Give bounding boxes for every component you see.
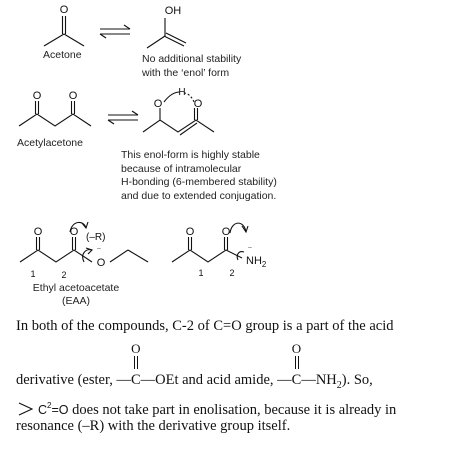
acetoacetamide-structure [172, 223, 267, 278]
line1-oxygen: O [231, 318, 242, 334]
line1-text-a: In both of the compounds, C-2 of [16, 318, 214, 334]
eaa-resonance-effect: (–R) [86, 232, 106, 243]
line3-double-bond-oxygen: =O [51, 402, 69, 417]
acetone-label: Acetone [43, 49, 82, 61]
enol-oxygen-left: O [153, 98, 163, 110]
acetylacetone-structure [19, 90, 91, 126]
line2-text-d: ). So, [341, 372, 373, 388]
acetylacetone-label: Acetylacetone [17, 137, 83, 149]
eaa-ester-oxygen: O [96, 257, 106, 269]
acetone-enol-note-line-2: with the ‘enol’ form [142, 66, 230, 79]
acac-enol-note-line-3: H-bonding (6-membered stability) [121, 176, 277, 188]
paragraph-line-1 [16, 318, 393, 335]
line2-text-b: —OEt and acid amide, — [140, 372, 292, 388]
line3-superscript: 2 [47, 401, 52, 410]
amide-oxygen-1: O [185, 226, 195, 238]
paragraph-line-4: resonance (–R) with the derivative group itself. [16, 418, 291, 434]
eaa-oxygen-2: O [69, 226, 79, 238]
enol-hydrogen: H [178, 87, 186, 98]
eaa-label-line-1: Ethyl acetoacetate [32, 282, 120, 294]
amide-carbonyl [291, 341, 302, 389]
ester-bond-a [134, 356, 135, 369]
eaa-lone-pair: ¨ [97, 247, 101, 258]
enol-oxygen-right: O [193, 98, 203, 110]
ester-carbon: C [130, 372, 141, 388]
acetone-enol-note [142, 53, 241, 80]
acac-oxygen-right: O [68, 90, 78, 102]
line1-double-bond: = [223, 318, 232, 334]
acac-enol-note [121, 149, 277, 203]
equilibrium-arrow-2 [108, 111, 138, 124]
paragraph-line-2 [16, 341, 373, 394]
acac-enol-note-line-4: and due to extended conjugation. [121, 189, 277, 202]
amide-lone-pair: ¨ [248, 246, 252, 257]
eaa-label [26, 282, 126, 308]
amide-carbon-2: 2 [229, 268, 235, 278]
line2-text-c: —NH [301, 372, 337, 388]
amide-carbon-1: 1 [198, 268, 204, 278]
eaa-carbon-2: 2 [61, 270, 67, 280]
eaa-label-line-2: (EAA) [61, 295, 90, 307]
ester-bond-b [137, 356, 138, 369]
amide-carbon: C [291, 372, 302, 388]
amide-bond-a [295, 356, 296, 369]
line3-carbon: C [38, 402, 48, 417]
line2-text-a: derivative (ester, — [16, 372, 131, 388]
amide-oxygen-2: O [221, 226, 231, 238]
line2-subscript: 2 [336, 379, 342, 391]
acac-enol-note-line-2: because of intramolecular [121, 162, 242, 175]
eaa-structure [20, 222, 148, 280]
enol-hydroxyl: OH [164, 5, 182, 17]
eaa-oxygen-1: O [33, 226, 43, 238]
carbonyl-wedge-icon [16, 401, 38, 417]
ester-carbonyl-oxygen: O [131, 341, 141, 356]
acetone-enol-structure [147, 5, 186, 48]
ester-carbonyl [130, 341, 141, 389]
line1-carbon: C [213, 318, 224, 334]
line3-text-b: does not take part in enolisation, because it is already in [68, 401, 397, 418]
acetone-oxygen: O [59, 4, 69, 16]
acetone-enol-note-line-1: No additional stability [142, 53, 242, 65]
equilibrium-arrow-1 [100, 25, 130, 38]
acac-oxygen-left: O [32, 90, 42, 102]
amide-bond-b [298, 356, 299, 369]
eaa-carbon-1: 1 [30, 269, 36, 279]
acac-enol-note-line-1: This enol-form is highly stable [121, 149, 260, 161]
acac-enol-structure [143, 87, 214, 135]
paragraph-line-3 [16, 397, 396, 419]
acetone-structure [44, 4, 84, 46]
amide-carbonyl-oxygen: O [291, 341, 302, 356]
amide-nh2: $NH_2$ [246, 255, 267, 269]
line1-text-b: group is a part of the acid [241, 318, 394, 334]
